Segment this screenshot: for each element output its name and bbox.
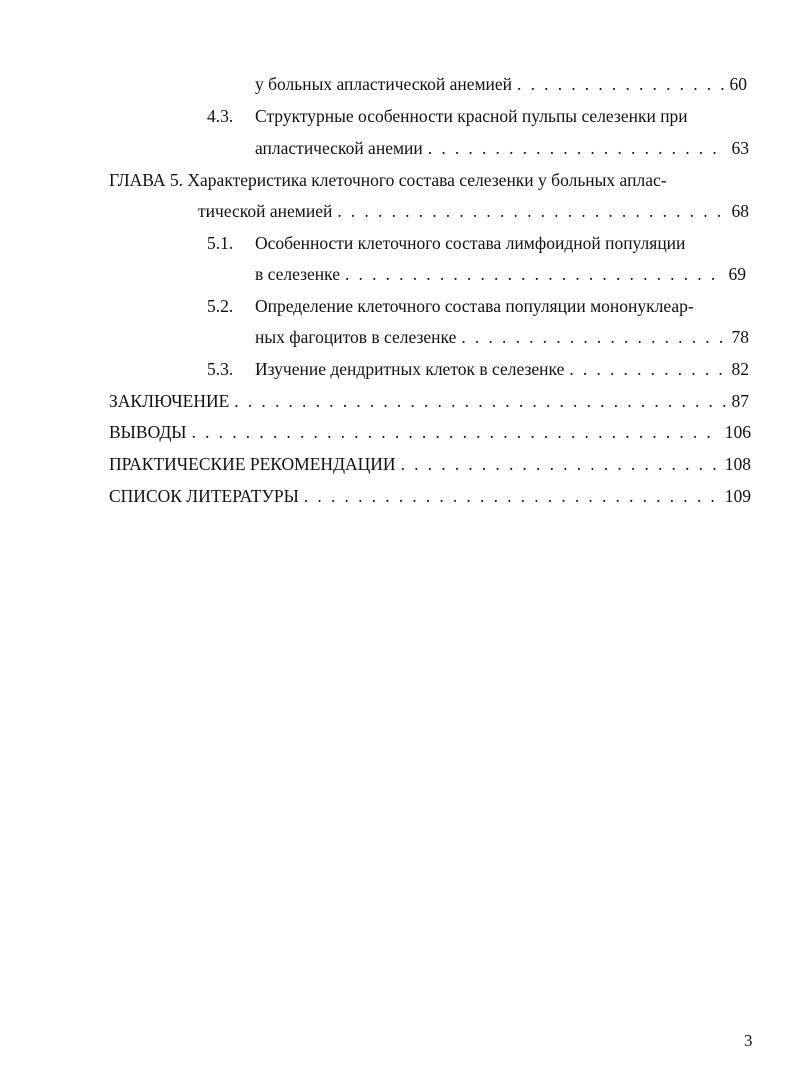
toc-section-number: 5.1. bbox=[207, 233, 234, 253]
dot-leader bbox=[192, 420, 720, 444]
toc-entry-4-3 bbox=[207, 104, 688, 128]
toc-page-number: 69 bbox=[728, 264, 746, 284]
dot-leader bbox=[304, 484, 720, 508]
toc-chapter-5-continuation bbox=[198, 199, 749, 223]
toc-entry-text: Структурные особенности красной пульпы селезенки при bbox=[255, 106, 688, 126]
toc-entry-recommendations bbox=[109, 452, 751, 476]
dot-leader bbox=[517, 72, 724, 96]
toc-chapter-5 bbox=[109, 168, 667, 192]
toc-entry-text: ЗАКЛЮЧЕНИЕ bbox=[109, 391, 230, 411]
toc-page-number: 78 bbox=[731, 327, 749, 347]
toc-section-number: 4.3. bbox=[207, 106, 234, 126]
toc-entry-5-2-continuation bbox=[255, 325, 749, 349]
toc-entry-findings bbox=[109, 420, 751, 444]
toc-entry-continuation bbox=[255, 72, 747, 96]
dot-leader bbox=[337, 199, 726, 223]
toc-entry-references bbox=[109, 484, 751, 508]
toc-entry-text: ПРАКТИЧЕСКИЕ РЕКОМЕНДАЦИИ bbox=[109, 454, 396, 474]
toc-entry-conclusion bbox=[109, 389, 749, 413]
toc-entry-text: в селезенке bbox=[255, 264, 340, 284]
toc-page-number: 82 bbox=[731, 359, 749, 379]
page-number: 3 bbox=[744, 1031, 753, 1050]
toc-page-number: 87 bbox=[731, 391, 749, 411]
dot-leader bbox=[234, 389, 726, 413]
toc-page-number: 60 bbox=[729, 74, 747, 94]
toc-entry-text: Определение клеточного состава популяции мононуклеар- bbox=[255, 296, 694, 316]
toc-page-number: 63 bbox=[731, 138, 749, 158]
dot-leader bbox=[401, 452, 720, 476]
toc-page-number: 68 bbox=[731, 201, 749, 221]
toc-entry-5-2 bbox=[207, 294, 694, 318]
toc-entry-text: у больных апластической анемией bbox=[255, 74, 513, 94]
dot-leader bbox=[428, 136, 727, 160]
toc-entry-text: апластической анемии bbox=[255, 138, 423, 158]
toc-entry-text: СПИСОК ЛИТЕРАТУРЫ bbox=[109, 486, 299, 506]
toc-entry-5-3 bbox=[207, 357, 749, 381]
toc-entry-text: ных фагоцитов в селезенке bbox=[255, 327, 457, 347]
toc-entry-5-1 bbox=[207, 231, 685, 255]
toc-entry-text: ВЫВОДЫ bbox=[109, 422, 187, 442]
dot-leader bbox=[569, 357, 726, 381]
toc-entry-text: тической анемией bbox=[198, 201, 333, 221]
toc-page-number: 109 bbox=[724, 486, 751, 506]
dot-leader bbox=[461, 325, 726, 349]
toc-entry-text: Особенности клеточного состава лимфоидной популяции bbox=[255, 233, 686, 253]
toc-entry-5-1-continuation bbox=[255, 262, 746, 286]
toc-section-number: 5.2. bbox=[207, 296, 234, 316]
toc-page-number: 108 bbox=[724, 454, 751, 474]
dot-leader bbox=[345, 262, 724, 286]
toc-entry-4-3-continuation bbox=[255, 136, 749, 160]
toc-section-number: 5.3. bbox=[207, 359, 234, 379]
toc-entry-text: Изучение дендритных клеток в селезенке bbox=[255, 359, 565, 379]
toc-page-number: 106 bbox=[724, 422, 751, 442]
toc-entry-text: ГЛАВА 5. Характеристика клеточного состава селезенки у больных аплас- bbox=[109, 170, 667, 190]
